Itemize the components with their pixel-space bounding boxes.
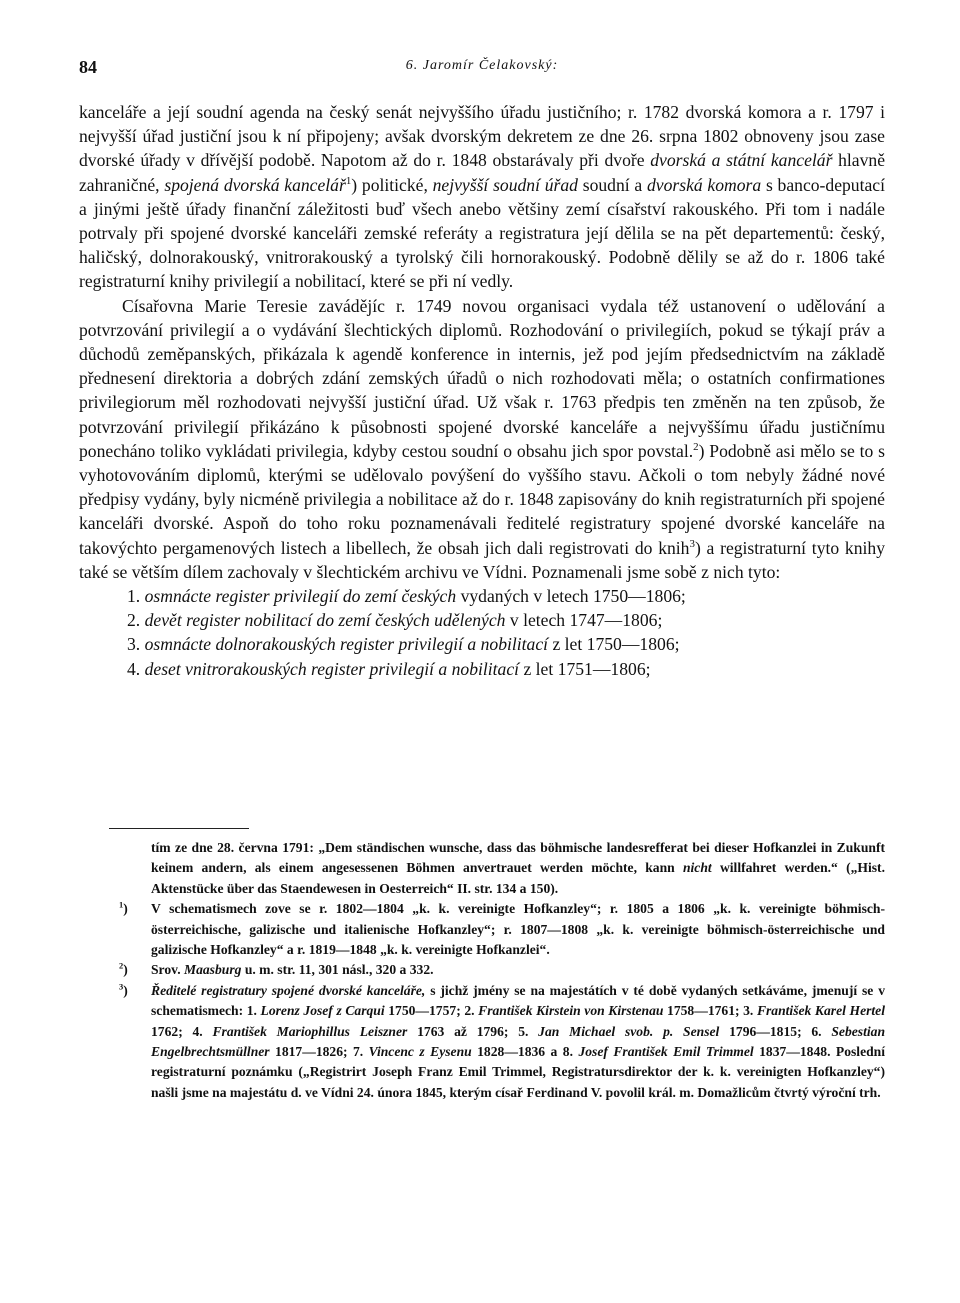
text-run: V schematismech zove se r. 1802—1804 „k. k. vereinigte Hofkanzley“; r. 1805 a 1806 „k. k. vereinigte böhmisch-österreichische, galizische und italienische Hofkanzley“; r. 1807—1808 „k. k. vereinigte böhmisch-österreichische und galizische Hofkanzley“ a r. 1819—1848 „k. k. vereinigte Hofkanzlei“. [151,901,885,958]
main-text [79,100,885,681]
footnote-continued [151,838,885,899]
emphasis: František Kirstein von Kirstenau [478,1003,664,1019]
register-list [79,584,885,681]
emphasis: dvorská komora [646,174,762,195]
emphasis: osmnácte register privilegií do zemí českých [144,586,457,607]
list-number: 2. [127,610,141,631]
footnote-1 [119,899,885,960]
text-run: vydaných v letech 1750—1806; [456,586,686,607]
text-run: z let 1751—1806; [519,658,651,679]
text-run: s banco-deputací a jinými ještě úřady finanční záležitosti buď všech anebo většiny zemí císařství rakouského. Při tom i nadále potrvaly při spojené dvorské kanceláři zemské referáty a registratura její dělila se na pět departementů: český, haličský, dolnorakouský, vnitrorakouský a tyrolský čili hornorakouský. Podobně dělily se až do r. 1806 také registraturní knihy privilegií a nobilitací, které se při ní vedly. [79,174,885,292]
text-run: kanceláře a její soudní agenda na český senát nejvyššího úřadu justičního; r. 1782 dvorská komora a r. 1797 i nejvyšší úřad justiční jsou k ní připojeny; avšak dvorským dekretem ze dne 26. srpna 1802 obnoveny jsou zase dvorské úřady v dřívější podobě. Napotom až do r. 1848 obstarávaly při dvoře [79,102,885,171]
page-number: 84 [79,57,97,77]
text-run: u. m. str. 11, 301 násl., 320 a 332. [241,962,434,978]
emphasis: Maasburg [184,962,242,978]
text-run: 1763 až 1796; 5. [407,1023,539,1039]
text-run: v letech 1747—1806; [505,610,663,631]
footnote-2 [119,960,885,980]
emphasis: nejvyšší soudní úřad [432,174,578,195]
text-run: tím ze dne 28. června 1791: „Dem ständischen wunsche, dass das böhmische landesrefferat bei dieser Hofkanzlei in Zukunft keinem andern, als einem angesessenen Böhmen anvertrauet werden möchte, kann [151,840,885,876]
footnote-ref-1[interactable]: 1 [345,174,352,187]
list-item [79,584,885,608]
emphasis: Josef František Emil Trimmel [578,1044,754,1060]
footnote-marker: $^2$) [119,960,128,978]
emphasis: František Karel Hertel [756,1003,885,1019]
footnote-separator [109,828,249,829]
emphasis: Sebestian Engelbrechtsmüllner [151,1023,885,1060]
footnote-mark-1: 1 [119,899,124,910]
text-run: 1817—1826; 7. [269,1044,369,1060]
emphasis: Jan Michael svob. p. Sensel [538,1023,720,1039]
emphasis: dvorská a státní kancelář [650,150,833,171]
emphasis: František Mariophillus Leiszner [212,1023,408,1039]
text-run: Císařovna Marie Teresie zavádějíc r. 1749 novou organisaci vydala též ustanovení o udělování a potvrzování privilegií a o vydávání šlechtických diplomů. Rozhodování o privilegiích, pokud se týkají práv a důchodů zeměpanských, přikázala k agendě konference in internis, jež pod jejím předsednictvím na základě přednesení direktoria a dobrých zdání zemských úřadů o nich rozhodovati měla; o ostatních confirmationes privilegiorum měl rozhodovati nejvyšší justiční úřad. Už však r. 1763 předpis ten změněn na ten způsob, že potvrzování privilegií přikázáno k působnosti spojené dvorské kanceláře a nejvyššímu úřadu justičnímu ponecháno toliko vykládati privilegia, kdyby cestou soudní o obsahu jich spor povstal. [79,295,885,461]
footnote-ref-2[interactable]: 2 [693,440,699,453]
text-run: 1758—1761; 3. [663,1003,757,1019]
emphasis: Ředitelé registratury spojené dvorské kanceláře, [151,982,426,998]
text-run: 1828—1836 a 8. [471,1044,579,1060]
list-item [79,657,885,681]
page-header [79,57,885,81]
footnote-3 [119,981,886,1103]
list-item [79,608,885,632]
list-item [79,632,885,656]
list-number: 4. [127,658,141,679]
text-run: 1837—1848. Poslední registraturní poznámku („Registrirt Joseph Franz Emil Trimmel, Registratursdirektor der k. k. vereinigten Hofkanzley“) našli jsme na majestátu d. ve Vídni 24. února 1845, kterým císař Ferdinand V. povolil král. m. Domažlicům čtvrtý výroční trh. [151,1044,886,1100]
emphasis: nicht [682,860,712,876]
footnote-mark-3: 3 [119,981,124,992]
text-run: ) a registraturní tyto knihy také se větším dílem zachovaly v šlechtickém archivu ve Vídni. Poznamenali jsme sobě z nich tyto: [79,537,885,582]
emphasis: deset vnitrorakouských register privilegií a nobilitací [144,658,520,679]
emphasis: osmnácte dolnorakouských register privilegií a nobilitací [144,634,549,655]
running-title: 6. Jaromír Čelakovský: [405,58,559,73]
paragraph-1 [79,100,885,294]
text-run: ) Podobně asi mělo se to s vyhotovováním diplomů, kterými se udělovalo povýšení do vyššího stavu. Ačkoli o tom nebyly žádné nové předpisy vydány, byly nicméně privilegia a nobilitace až do r. 1848 zapisovány do knih registraturních při spojené kanceláři dvorské. Aspoň do toho roku poznamenávali ředitelé registratury spojené dvorské kanceláře na takovýchto pergamenových listech a libellech, že obsah jich dali registrovati do knih [79,440,885,558]
text-run: s jichž jmény se na majestátích v té době vydaných setkáváme, jmenují se v schematismech: 1. [151,982,885,1019]
footnote-marker: $^1$) [119,899,128,917]
text-run: Srov. [151,962,184,978]
emphasis: Vincenc z Eysenu [368,1044,472,1060]
emphasis: devět register nobilitací do zemí českých udělených [144,610,506,631]
text-run: willfahret werden.“ („Hist. Aktenstücke über das Staendewesen in Oesterreich“ II. str. 134 a 150). [151,860,885,896]
footnote-mark-2: 2 [119,960,124,971]
footnotes [79,838,885,1103]
text-run: 1796—1815; 6. [719,1023,832,1039]
list-number: 1. [127,586,141,607]
emphasis: Lorenz Josef z Carqui [260,1003,385,1019]
text-run: hlavně zahraničné, [79,150,885,195]
text-run: 1750—1757; 2. [384,1003,479,1019]
list-number: 3. [127,634,141,655]
text-run: soudní a [577,174,647,195]
footnote-ref-3[interactable]: 3 [689,537,695,550]
footnote-marker: $^3$) [119,981,128,998]
text-run: z let 1750—1806; [548,634,680,655]
emphasis: spojená dvorská kancelář [164,174,346,195]
paragraph-2 [79,294,885,584]
text-run: 1762; 4. [151,1023,213,1039]
text-run: ) politické, [351,174,433,195]
